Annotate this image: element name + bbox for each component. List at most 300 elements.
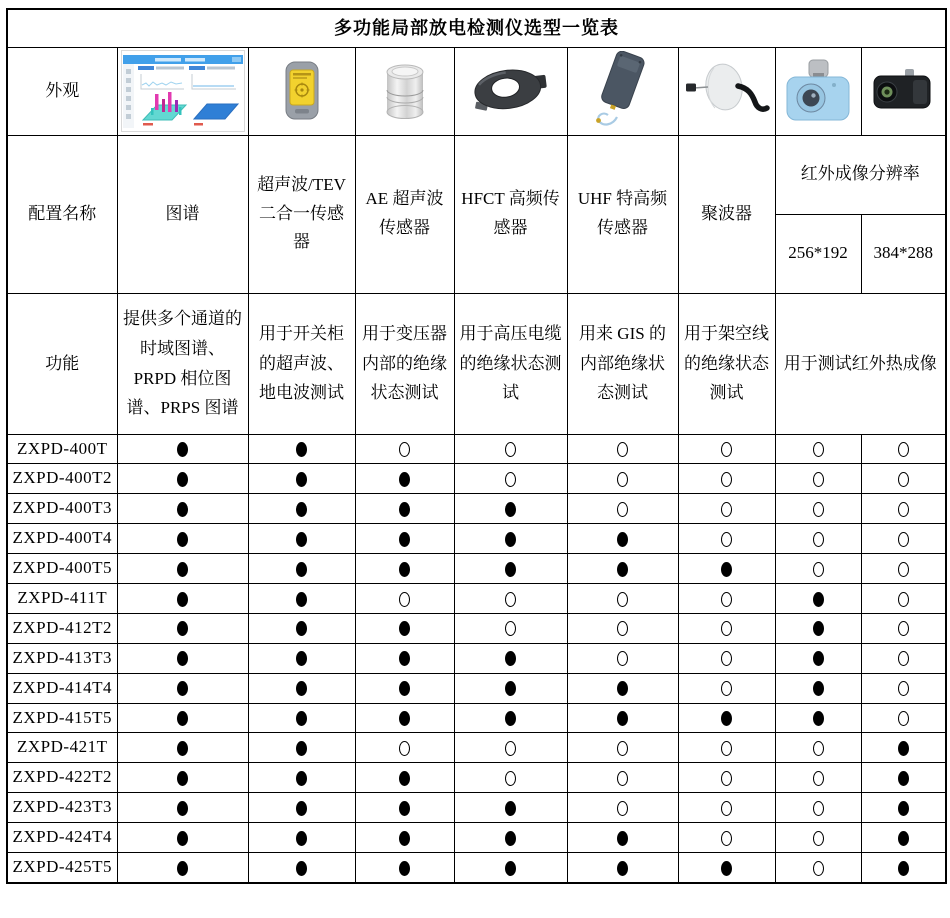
filled-circle-icon xyxy=(296,442,307,457)
included-indicator xyxy=(775,613,861,643)
empty-circle-icon xyxy=(898,562,909,577)
filled-circle-icon xyxy=(505,831,516,846)
config-name-infrared-resolution: 红外成像分辨率 xyxy=(775,135,946,214)
not-included-indicator xyxy=(678,464,775,494)
filled-circle-icon xyxy=(296,651,307,666)
not-included-indicator xyxy=(567,763,678,793)
not-included-indicator xyxy=(678,613,775,643)
table-title: 多功能局部放电检测仪选型一览表 xyxy=(7,9,946,47)
table-row xyxy=(7,434,946,464)
empty-circle-icon xyxy=(898,442,909,457)
filled-circle-icon xyxy=(296,861,307,876)
included-indicator xyxy=(775,583,861,613)
not-included-indicator xyxy=(567,643,678,673)
not-included-indicator xyxy=(355,434,454,464)
not-included-indicator xyxy=(775,554,861,584)
filled-circle-icon xyxy=(813,681,824,696)
empty-circle-icon xyxy=(813,502,824,517)
included-indicator xyxy=(355,613,454,643)
included-indicator xyxy=(117,464,248,494)
empty-circle-icon xyxy=(505,621,516,636)
filled-circle-icon xyxy=(399,681,410,696)
filled-circle-icon xyxy=(399,831,410,846)
table-row xyxy=(7,793,946,823)
included-indicator xyxy=(117,673,248,703)
included-indicator xyxy=(117,793,248,823)
filled-circle-icon xyxy=(813,592,824,607)
filled-circle-icon xyxy=(177,472,188,487)
uhf-flat-antenna-sensor-icon xyxy=(587,51,659,131)
filled-circle-icon xyxy=(399,472,410,487)
included-indicator xyxy=(355,823,454,853)
included-indicator xyxy=(117,763,248,793)
empty-circle-icon xyxy=(813,741,824,756)
filled-circle-icon xyxy=(721,861,732,876)
not-included-indicator xyxy=(678,583,775,613)
model-name: ZXPD-400T5 xyxy=(7,554,117,584)
selection-table xyxy=(6,8,947,884)
model-name: ZXPD-412T2 xyxy=(7,613,117,643)
empty-circle-icon xyxy=(721,681,732,696)
image-cell-hfct xyxy=(454,47,567,135)
model-name: ZXPD-425T5 xyxy=(7,852,117,882)
not-included-indicator xyxy=(355,733,454,763)
included-indicator xyxy=(775,703,861,733)
included-indicator xyxy=(861,763,946,793)
filled-circle-icon xyxy=(177,592,188,607)
empty-circle-icon xyxy=(813,771,824,786)
filled-circle-icon xyxy=(399,651,410,666)
filled-circle-icon xyxy=(505,651,516,666)
included-indicator xyxy=(775,673,861,703)
filled-circle-icon xyxy=(399,621,410,636)
empty-circle-icon xyxy=(813,532,824,547)
empty-circle-icon xyxy=(505,741,516,756)
ae-ultrasonic-cylinder-sensor-icon xyxy=(378,59,432,123)
filled-circle-icon xyxy=(617,562,628,577)
included-indicator xyxy=(117,613,248,643)
image-cell-ultrasonic-tev xyxy=(248,47,355,135)
empty-circle-icon xyxy=(898,621,909,636)
empty-circle-icon xyxy=(505,592,516,607)
included-indicator xyxy=(248,823,355,853)
included-indicator xyxy=(567,554,678,584)
empty-circle-icon xyxy=(721,532,732,547)
filled-circle-icon xyxy=(505,532,516,547)
filled-circle-icon xyxy=(177,711,188,726)
filled-circle-icon xyxy=(296,771,307,786)
filled-circle-icon xyxy=(296,472,307,487)
title-row xyxy=(7,9,946,47)
not-included-indicator xyxy=(861,434,946,464)
filled-circle-icon xyxy=(177,442,188,457)
included-indicator xyxy=(248,793,355,823)
not-included-indicator xyxy=(678,823,775,853)
included-indicator xyxy=(567,703,678,733)
included-indicator xyxy=(678,554,775,584)
filled-circle-icon xyxy=(617,681,628,696)
image-cell-concentrator xyxy=(678,47,775,135)
not-included-indicator xyxy=(567,583,678,613)
table-row xyxy=(7,852,946,882)
empty-circle-icon xyxy=(721,472,732,487)
filled-circle-icon xyxy=(617,532,628,547)
filled-circle-icon xyxy=(399,562,410,577)
not-included-indicator xyxy=(775,823,861,853)
included-indicator xyxy=(248,494,355,524)
not-included-indicator xyxy=(567,464,678,494)
included-indicator xyxy=(248,763,355,793)
included-indicator xyxy=(248,554,355,584)
not-included-indicator xyxy=(678,793,775,823)
empty-circle-icon xyxy=(505,442,516,457)
filled-circle-icon xyxy=(813,621,824,636)
included-indicator xyxy=(355,524,454,554)
included-indicator xyxy=(355,673,454,703)
filled-circle-icon xyxy=(177,562,188,577)
empty-circle-icon xyxy=(813,562,824,577)
not-included-indicator xyxy=(454,613,567,643)
parabolic-dish-concentrator-icon xyxy=(682,60,772,122)
not-included-indicator xyxy=(567,434,678,464)
filled-circle-icon xyxy=(505,562,516,577)
table-row xyxy=(7,823,946,853)
filled-circle-icon xyxy=(399,711,410,726)
filled-circle-icon xyxy=(617,831,628,846)
config-name-hfct: HFCT 高频传感器 xyxy=(454,135,567,293)
included-indicator xyxy=(248,524,355,554)
model-name: ZXPD-400T2 xyxy=(7,464,117,494)
included-indicator xyxy=(355,703,454,733)
included-indicator xyxy=(454,524,567,554)
image-cell-ae xyxy=(355,47,454,135)
filled-circle-icon xyxy=(177,801,188,816)
not-included-indicator xyxy=(678,643,775,673)
empty-circle-icon xyxy=(399,592,410,607)
empty-circle-icon xyxy=(721,771,732,786)
included-indicator xyxy=(248,583,355,613)
not-included-indicator xyxy=(861,583,946,613)
included-indicator xyxy=(861,852,946,882)
included-indicator xyxy=(117,554,248,584)
model-rows xyxy=(7,434,946,883)
filled-circle-icon xyxy=(296,831,307,846)
config-name-uhf: UHF 特高频传感器 xyxy=(567,135,678,293)
filled-circle-icon xyxy=(296,801,307,816)
included-indicator xyxy=(678,703,775,733)
ir-camera-blue-usb-icon xyxy=(782,58,854,124)
filled-circle-icon xyxy=(617,711,628,726)
filled-circle-icon xyxy=(898,831,909,846)
image-cell-uhf xyxy=(567,47,678,135)
filled-circle-icon xyxy=(505,681,516,696)
filled-circle-icon xyxy=(296,711,307,726)
empty-circle-icon xyxy=(721,502,732,517)
included-indicator xyxy=(454,643,567,673)
filled-circle-icon xyxy=(399,861,410,876)
empty-circle-icon xyxy=(721,651,732,666)
included-indicator xyxy=(117,583,248,613)
filled-circle-icon xyxy=(505,502,516,517)
model-name: ZXPD-413T3 xyxy=(7,643,117,673)
table-row xyxy=(7,703,946,733)
model-name: ZXPD-411T xyxy=(7,583,117,613)
image-cell-ir-256 xyxy=(775,47,861,135)
not-included-indicator xyxy=(775,763,861,793)
row-header-config-name: 配置名称 xyxy=(7,135,117,293)
empty-circle-icon xyxy=(721,741,732,756)
config-name-ae: AE 超声波传感器 xyxy=(355,135,454,293)
function-row xyxy=(7,293,946,434)
empty-circle-icon xyxy=(898,532,909,547)
model-name: ZXPD-414T4 xyxy=(7,673,117,703)
included-indicator xyxy=(454,852,567,882)
not-included-indicator xyxy=(454,583,567,613)
included-indicator xyxy=(454,703,567,733)
not-included-indicator xyxy=(861,613,946,643)
model-name: ZXPD-421T xyxy=(7,733,117,763)
model-name: ZXPD-415T5 xyxy=(7,703,117,733)
function-ultrasonic-tev: 用于开关柜的超声波、地电波测试 xyxy=(248,293,355,434)
included-indicator xyxy=(454,554,567,584)
empty-circle-icon xyxy=(617,442,628,457)
config-name-concentrator: 聚波器 xyxy=(678,135,775,293)
filled-circle-icon xyxy=(177,532,188,547)
included-indicator xyxy=(117,494,248,524)
function-spectrum: 提供多个通道的时域图谱、PRPD 相位图谱、PRPS 图谱 xyxy=(117,293,248,434)
empty-circle-icon xyxy=(399,442,410,457)
empty-circle-icon xyxy=(813,861,824,876)
not-included-indicator xyxy=(567,613,678,643)
included-indicator xyxy=(117,852,248,882)
empty-circle-icon xyxy=(898,592,909,607)
included-indicator xyxy=(861,793,946,823)
empty-circle-icon xyxy=(617,771,628,786)
included-indicator xyxy=(567,852,678,882)
filled-circle-icon xyxy=(721,562,732,577)
empty-circle-icon xyxy=(617,621,628,636)
included-indicator xyxy=(248,613,355,643)
empty-circle-icon xyxy=(721,442,732,457)
included-indicator xyxy=(355,793,454,823)
included-indicator xyxy=(355,464,454,494)
not-included-indicator xyxy=(678,434,775,464)
included-indicator xyxy=(117,703,248,733)
infrared-option-384x288: 384*288 xyxy=(861,214,946,293)
filled-circle-icon xyxy=(296,621,307,636)
config-name-ultrasonic-tev: 超声波/TEV二合一传感器 xyxy=(248,135,355,293)
not-included-indicator xyxy=(775,793,861,823)
filled-circle-icon xyxy=(505,801,516,816)
row-header-function: 功能 xyxy=(7,293,117,434)
empty-circle-icon xyxy=(813,801,824,816)
not-included-indicator xyxy=(775,852,861,882)
function-hfct: 用于高压电缆的绝缘状态测试 xyxy=(454,293,567,434)
table-row xyxy=(7,583,946,613)
filled-circle-icon xyxy=(296,502,307,517)
not-included-indicator xyxy=(454,733,567,763)
included-indicator xyxy=(567,524,678,554)
function-ae: 用于变压器内部的绝缘状态测试 xyxy=(355,293,454,434)
function-infrared: 用于测试红外热成像 xyxy=(775,293,946,434)
included-indicator xyxy=(248,643,355,673)
included-indicator xyxy=(355,763,454,793)
filled-circle-icon xyxy=(296,562,307,577)
filled-circle-icon xyxy=(177,502,188,517)
model-name: ZXPD-424T4 xyxy=(7,823,117,853)
empty-circle-icon xyxy=(898,502,909,517)
included-indicator xyxy=(454,673,567,703)
included-indicator xyxy=(248,733,355,763)
filled-circle-icon xyxy=(177,681,188,696)
empty-circle-icon xyxy=(617,801,628,816)
table-row xyxy=(7,464,946,494)
function-concentrator: 用于架空线的绝缘状态测试 xyxy=(678,293,775,434)
empty-circle-icon xyxy=(399,741,410,756)
filled-circle-icon xyxy=(617,861,628,876)
filled-circle-icon xyxy=(898,861,909,876)
filled-circle-icon xyxy=(399,801,410,816)
included-indicator xyxy=(117,434,248,464)
hfct-clamp-ring-sensor-icon xyxy=(467,62,555,120)
filled-circle-icon xyxy=(296,741,307,756)
filled-circle-icon xyxy=(898,771,909,786)
empty-circle-icon xyxy=(898,681,909,696)
not-included-indicator xyxy=(775,524,861,554)
empty-circle-icon xyxy=(813,472,824,487)
filled-circle-icon xyxy=(177,741,188,756)
filled-circle-icon xyxy=(399,532,410,547)
filled-circle-icon xyxy=(813,651,824,666)
not-included-indicator xyxy=(567,494,678,524)
filled-circle-icon xyxy=(177,831,188,846)
empty-circle-icon xyxy=(617,592,628,607)
included-indicator xyxy=(861,823,946,853)
not-included-indicator xyxy=(678,524,775,554)
not-included-indicator xyxy=(678,673,775,703)
ultrasonic-tev-handheld-sensor-icon xyxy=(284,61,320,121)
table-row xyxy=(7,643,946,673)
included-indicator xyxy=(567,823,678,853)
not-included-indicator xyxy=(861,524,946,554)
included-indicator xyxy=(248,673,355,703)
image-cell-ir-384 xyxy=(861,47,946,135)
not-included-indicator xyxy=(775,434,861,464)
not-included-indicator xyxy=(454,434,567,464)
not-included-indicator xyxy=(775,494,861,524)
filled-circle-icon xyxy=(399,502,410,517)
config-name-row xyxy=(7,135,946,214)
included-indicator xyxy=(117,524,248,554)
filled-circle-icon xyxy=(399,771,410,786)
table-row xyxy=(7,763,946,793)
not-included-indicator xyxy=(861,494,946,524)
not-included-indicator xyxy=(861,643,946,673)
not-included-indicator xyxy=(454,464,567,494)
empty-circle-icon xyxy=(898,711,909,726)
ir-camera-black-compact-icon xyxy=(870,68,936,114)
infrared-option-256x192: 256*192 xyxy=(775,214,861,293)
empty-circle-icon xyxy=(617,502,628,517)
not-included-indicator xyxy=(775,733,861,763)
model-name: ZXPD-400T3 xyxy=(7,494,117,524)
not-included-indicator xyxy=(861,673,946,703)
included-indicator xyxy=(248,464,355,494)
empty-circle-icon xyxy=(505,771,516,786)
not-included-indicator xyxy=(861,703,946,733)
included-indicator xyxy=(248,852,355,882)
included-indicator xyxy=(355,554,454,584)
empty-circle-icon xyxy=(721,831,732,846)
included-indicator xyxy=(355,643,454,673)
table-row xyxy=(7,554,946,584)
model-name: ZXPD-422T2 xyxy=(7,763,117,793)
not-included-indicator xyxy=(861,554,946,584)
not-included-indicator xyxy=(454,763,567,793)
filled-circle-icon xyxy=(177,651,188,666)
not-included-indicator xyxy=(678,494,775,524)
config-name-spectrum: 图谱 xyxy=(117,135,248,293)
not-included-indicator xyxy=(861,464,946,494)
included-indicator xyxy=(248,434,355,464)
table-row xyxy=(7,494,946,524)
filled-circle-icon xyxy=(177,861,188,876)
included-indicator xyxy=(775,643,861,673)
included-indicator xyxy=(454,494,567,524)
included-indicator xyxy=(355,852,454,882)
row-header-appearance: 外观 xyxy=(7,47,117,135)
filled-circle-icon xyxy=(813,711,824,726)
empty-circle-icon xyxy=(898,472,909,487)
included-indicator xyxy=(355,494,454,524)
empty-circle-icon xyxy=(617,472,628,487)
filled-circle-icon xyxy=(296,681,307,696)
filled-circle-icon xyxy=(505,861,516,876)
included-indicator xyxy=(117,733,248,763)
filled-circle-icon xyxy=(177,621,188,636)
not-included-indicator xyxy=(567,733,678,763)
model-name: ZXPD-423T3 xyxy=(7,793,117,823)
empty-circle-icon xyxy=(721,592,732,607)
empty-circle-icon xyxy=(721,621,732,636)
included-indicator xyxy=(117,823,248,853)
filled-circle-icon xyxy=(296,592,307,607)
included-indicator xyxy=(117,643,248,673)
not-included-indicator xyxy=(678,733,775,763)
empty-circle-icon xyxy=(813,442,824,457)
empty-circle-icon xyxy=(617,741,628,756)
table-row xyxy=(7,524,946,554)
empty-circle-icon xyxy=(813,831,824,846)
filled-circle-icon xyxy=(898,801,909,816)
empty-circle-icon xyxy=(721,801,732,816)
empty-circle-icon xyxy=(898,651,909,666)
function-uhf: 用来 GIS 的内部绝缘状态测试 xyxy=(567,293,678,434)
not-included-indicator xyxy=(567,793,678,823)
included-indicator xyxy=(678,852,775,882)
filled-circle-icon xyxy=(898,741,909,756)
included-indicator xyxy=(248,703,355,733)
filled-circle-icon xyxy=(296,532,307,547)
not-included-indicator xyxy=(775,464,861,494)
model-name: ZXPD-400T4 xyxy=(7,524,117,554)
not-included-indicator xyxy=(355,583,454,613)
filled-circle-icon xyxy=(505,711,516,726)
empty-circle-icon xyxy=(617,651,628,666)
image-cell-spectrum xyxy=(117,47,248,135)
spectrum-software-screenshot-icon xyxy=(121,50,245,132)
table-row xyxy=(7,613,946,643)
